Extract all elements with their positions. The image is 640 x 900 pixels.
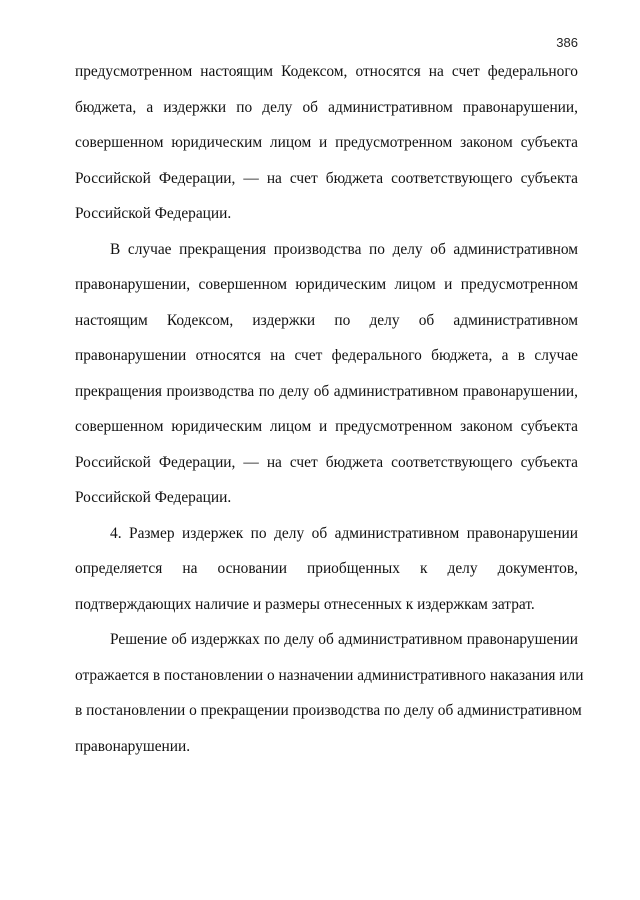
text-line: совершенном юридическим лицом и предусмотренном законом субъекта	[75, 418, 578, 435]
text-line: Российской Федерации.	[75, 489, 232, 506]
text-line: правонарушении, совершенном юридическим лицом и предусмотренном	[75, 276, 578, 293]
text-line: подтверждающих наличие и размеры отнесенных к издержкам затрат.	[75, 595, 535, 613]
text-line: Решение об издержках по делу об административном правонарушении	[110, 631, 578, 648]
text-line: правонарушении относятся на счет федерального бюджета, а в случае	[75, 347, 578, 364]
text-line: В случае прекращения производства по делу об административном	[110, 240, 578, 258]
text-line: в постановлении о прекращении производства по делу об административном	[75, 702, 582, 719]
text-line: определяется на основании приобщенных к делу документов,	[75, 560, 578, 577]
text-line: предусмотренном настоящим Кодексом, относятся на счет федерального	[75, 63, 578, 80]
text-line: бюджета, а издержки по делу об административном правонарушении,	[75, 98, 578, 116]
document-body	[75, 54, 584, 764]
text-line: Российской Федерации.	[75, 205, 232, 222]
page-number: 386	[556, 35, 578, 50]
text-line: совершенном юридическим лицом и предусмотренном законом субъекта	[75, 134, 578, 151]
paragraph-1	[75, 54, 578, 232]
paragraph-4	[75, 622, 584, 764]
paragraph-2	[75, 232, 578, 516]
text-line: настоящим Кодексом, издержки по делу об административном	[75, 311, 578, 329]
paragraph-3	[75, 516, 578, 623]
text-line: отражается в постановлении о назначении административного наказания или	[75, 666, 584, 684]
text-line: прекращения производства по делу об административном правонарушении,	[75, 382, 578, 400]
text-line: Российской Федерации, — на счет бюджета соответствующего субъекта	[75, 453, 578, 471]
text-line: Российской Федерации, — на счет бюджета соответствующего субъекта	[75, 169, 578, 187]
text-line: правонарушении.	[75, 737, 191, 755]
text-line: 4. Размер издержек по делу об административном правонарушении	[110, 524, 578, 542]
